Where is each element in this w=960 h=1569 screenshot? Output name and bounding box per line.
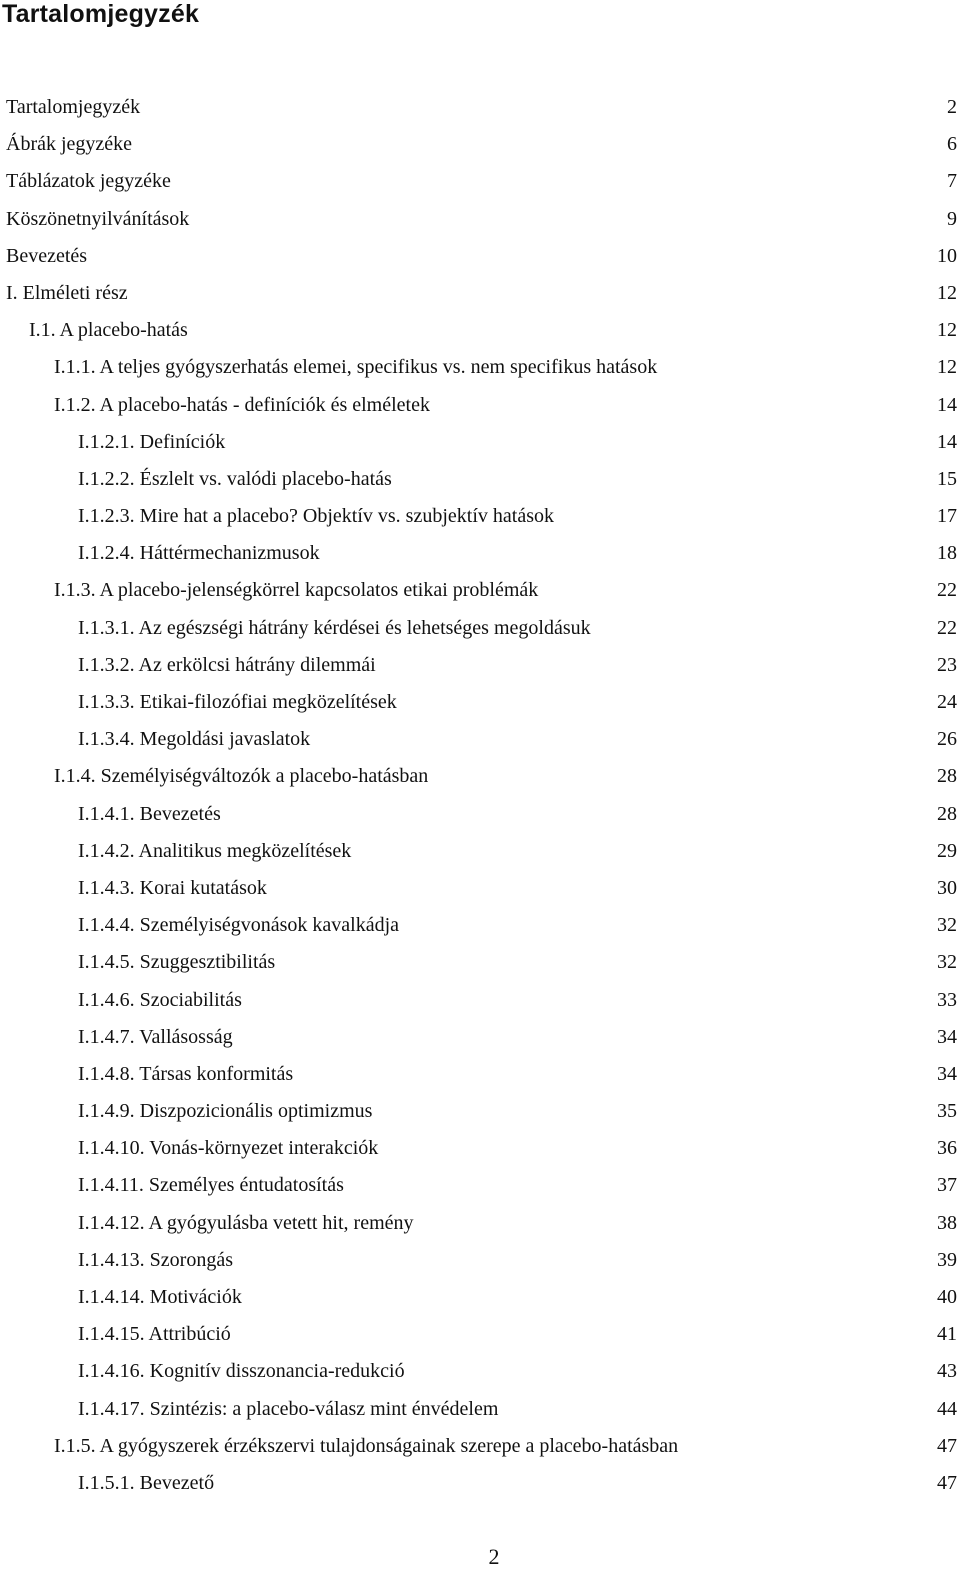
toc-entry[interactable] xyxy=(0,535,960,572)
toc-entry-page: 12 xyxy=(937,319,957,342)
toc-entry[interactable] xyxy=(0,89,960,126)
toc-entry-page: 6 xyxy=(947,133,957,156)
toc-entry-page: 14 xyxy=(937,430,957,453)
toc-entry-title: I.1.4.10. Vonás-környezet interakciók xyxy=(78,1137,379,1160)
toc-entry-page: 26 xyxy=(937,728,957,751)
toc-entry[interactable] xyxy=(0,1205,960,1242)
toc-entry-title: I.1.4.17. Szintézis: a placebo-válasz mint énvédelem xyxy=(78,1397,499,1420)
toc-entry-title: I.1.2.1. Definíciók xyxy=(78,430,226,453)
toc-entry-page: 12 xyxy=(937,281,957,304)
toc-entry-title: I.1.4.11. Személyes éntudatosítás xyxy=(78,1174,344,1197)
toc-entry-page: 35 xyxy=(937,1100,957,1123)
toc-entry[interactable] xyxy=(0,982,960,1019)
toc-entry[interactable] xyxy=(0,758,960,795)
toc-entry-title: I.1.2.4. Háttérmechanizmusok xyxy=(78,542,320,565)
toc-entry-title: I.1.3. A placebo-jelenségkörrel kapcsolatos etikai problémák xyxy=(54,579,539,602)
toc-entry-title: I.1.5.1. Bevezető xyxy=(78,1471,215,1494)
toc-entry-title: I.1.4. Személyiségváltozók a placebo-hatásban xyxy=(54,765,429,788)
toc-entry[interactable] xyxy=(0,424,960,461)
toc-entry[interactable] xyxy=(0,1056,960,1093)
toc-entry-title: I.1.4.8. Társas konformitás xyxy=(78,1062,294,1085)
toc-entry[interactable] xyxy=(0,610,960,647)
toc-entry[interactable] xyxy=(0,721,960,758)
toc-entry[interactable] xyxy=(0,870,960,907)
toc-entry-page: 15 xyxy=(937,467,957,490)
toc-entry-page: 33 xyxy=(937,988,957,1011)
toc-entry-title: Tartalomjegyzék xyxy=(6,96,141,118)
toc-entry[interactable] xyxy=(0,1465,960,1502)
toc-entry[interactable] xyxy=(0,1019,960,1056)
toc-entry-page: 44 xyxy=(937,1397,957,1420)
toc-entry-title: I.1.4.14. Motivációk xyxy=(78,1286,242,1308)
toc-entry-page: 47 xyxy=(937,1434,957,1457)
toc-entry[interactable] xyxy=(0,126,960,163)
toc-entry[interactable] xyxy=(0,1093,960,1130)
toc-entry[interactable] xyxy=(0,684,960,721)
toc-entry[interactable] xyxy=(0,944,960,981)
toc-entry-title: I.1.1. A teljes gyógyszerhatás elemei, specifikus vs. nem specifikus hatások xyxy=(54,356,658,379)
toc-entry[interactable] xyxy=(0,275,960,312)
toc-entry-page: 10 xyxy=(937,244,957,267)
toc-entry-title: I.1.3.3. Etikai-filozófiai megközelítések xyxy=(78,691,397,713)
toc-entry-page: 28 xyxy=(937,802,957,825)
toc-entry-page: 47 xyxy=(937,1471,957,1494)
toc-entry-title: Köszönetnyilvánítások xyxy=(6,207,190,230)
toc-entry-title: I.1.4.15. Attribúció xyxy=(78,1323,231,1346)
toc-entry[interactable] xyxy=(0,1167,960,1204)
toc-entry[interactable] xyxy=(0,907,960,944)
toc-entry-title: I.1.4.4. Személyiségvonások kavalkádja xyxy=(78,914,400,937)
toc-entry-page: 43 xyxy=(937,1360,957,1383)
toc-entry[interactable] xyxy=(0,796,960,833)
toc-entry-page: 22 xyxy=(937,616,957,639)
toc-entry[interactable] xyxy=(0,349,960,386)
toc-entry-title: I.1.2. A placebo-hatás - definíciók és elméletek xyxy=(54,393,430,416)
toc-entry-title: I.1.5. A gyógyszerek érzékszervi tulajdonságainak szerepe a placebo-hatásban xyxy=(54,1434,679,1457)
toc-entry-page: 7 xyxy=(947,170,957,193)
toc-entry-page: 23 xyxy=(937,653,957,676)
toc-entry-page: 38 xyxy=(937,1211,957,1234)
toc-entry-page: 32 xyxy=(937,914,957,937)
toc-entry-page: 34 xyxy=(937,1025,957,1048)
toc-entry-title: I.1.4.3. Korai kutatások xyxy=(78,876,267,899)
toc-entry-title: I.1.4.12. A gyógyulásba vetett hit, remény xyxy=(78,1211,414,1234)
toc-entry-page: 24 xyxy=(937,691,957,713)
toc-entry-page: 9 xyxy=(947,207,957,230)
toc-entry[interactable] xyxy=(0,1353,960,1390)
toc-entry-title: I.1.4.13. Szorongás xyxy=(78,1248,233,1271)
toc-entry-title: I.1.4.2. Analitikus megközelítések xyxy=(78,839,352,862)
toc-entry[interactable] xyxy=(0,1316,960,1353)
toc-entry-title: I.1.2.2. Észlelt vs. valódi placebo-hatás xyxy=(78,467,392,490)
toc-entry[interactable] xyxy=(0,572,960,609)
toc-entry-title: I. Elméleti rész xyxy=(6,281,128,304)
toc-entry-title: I.1.3.1. Az egészségi hátrány kérdései és lehetséges megoldásuk xyxy=(78,616,591,639)
page-title: Tartalomjegyzék xyxy=(2,0,200,28)
toc-entry-title: I.1.4.9. Diszpozicionális optimizmus xyxy=(78,1100,373,1123)
toc-entry[interactable] xyxy=(0,1391,960,1428)
toc-entry-page: 40 xyxy=(937,1286,957,1308)
toc-entry-page: 36 xyxy=(937,1137,957,1160)
toc-entry-title: I.1.4.7. Vallásosság xyxy=(78,1025,233,1048)
toc-entry-page: 41 xyxy=(937,1323,957,1346)
toc-entry-page: 32 xyxy=(937,951,957,974)
toc-entry[interactable] xyxy=(0,498,960,535)
toc-entry-page: 2 xyxy=(947,96,957,118)
toc-entry-page: 30 xyxy=(937,876,957,899)
toc-entry[interactable] xyxy=(0,461,960,498)
toc-entry-title: I.1.4.5. Szuggesztibilitás xyxy=(78,951,276,974)
toc-entry[interactable] xyxy=(0,238,960,275)
toc-entry-page: 22 xyxy=(937,579,957,602)
toc-entry[interactable] xyxy=(0,163,960,200)
toc-entry-page: 17 xyxy=(937,505,957,528)
toc-entry-title: Táblázatok jegyzéke xyxy=(6,170,171,193)
toc-entry-page: 28 xyxy=(937,765,957,788)
toc-entry-page: 12 xyxy=(937,356,957,379)
toc-entry-page: 14 xyxy=(937,393,957,416)
toc-entry-title: I.1.2.3. Mire hat a placebo? Objektív vs. szubjektív hatások xyxy=(78,505,554,528)
table-of-contents xyxy=(0,89,960,1502)
toc-entry-page: 34 xyxy=(937,1062,957,1085)
toc-entry[interactable] xyxy=(0,1428,960,1465)
toc-entry[interactable] xyxy=(0,201,960,238)
toc-entry[interactable] xyxy=(0,387,960,424)
toc-entry[interactable] xyxy=(0,312,960,349)
toc-entry-page: 39 xyxy=(937,1248,957,1271)
toc-entry-page: 29 xyxy=(937,839,957,862)
toc-entry[interactable] xyxy=(0,647,960,684)
toc-entry-title: I.1. A placebo-hatás xyxy=(29,319,188,342)
toc-entry-page: 18 xyxy=(937,542,957,565)
toc-entry-title: I.1.4.1. Bevezetés xyxy=(78,802,221,825)
toc-entry[interactable] xyxy=(0,833,960,870)
toc-entry[interactable] xyxy=(0,1242,960,1279)
toc-entry[interactable] xyxy=(0,1130,960,1167)
toc-entry-title: Bevezetés xyxy=(6,244,88,267)
toc-entry-title: Ábrák jegyzéke xyxy=(6,133,133,156)
toc-entry-title: I.1.4.16. Kognitív disszonancia-redukció xyxy=(78,1360,405,1383)
toc-entry-title: I.1.3.2. Az erkölcsi hátrány dilemmái xyxy=(78,653,376,676)
page-number: 2 xyxy=(488,1544,500,1569)
toc-entry-title: I.1.3.4. Megoldási javaslatok xyxy=(78,728,311,751)
toc-entry-title: I.1.4.6. Szociabilitás xyxy=(78,988,242,1011)
toc-entry-page: 37 xyxy=(937,1174,957,1197)
toc-entry[interactable] xyxy=(0,1279,960,1316)
